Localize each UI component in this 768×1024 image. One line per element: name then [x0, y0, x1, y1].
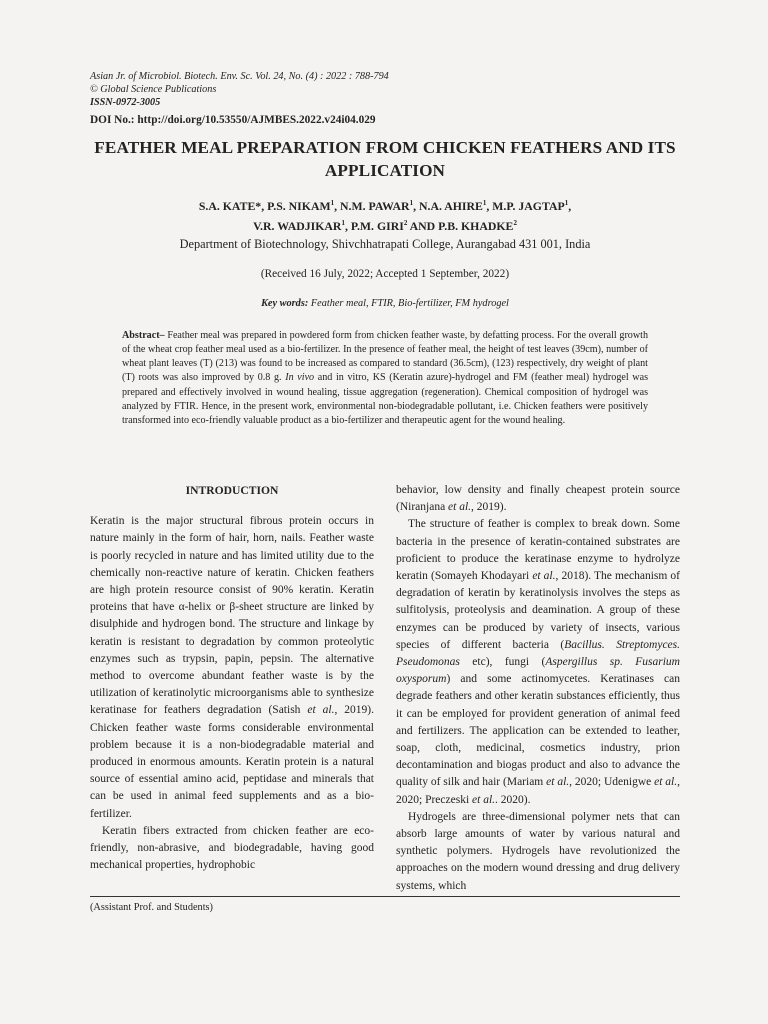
author-name: ,	[568, 198, 572, 213]
italic-run: et al.	[546, 776, 570, 789]
right-paragraph-3: Hydrogels are three-dimensional polymer nets that can absorb large amounts of water by various natural and synthetic polymers. Hydrogels have revolutionized the approaches on the modern wound dressing and drug delivery systems, which	[396, 810, 680, 892]
italic-run: et al.	[532, 570, 556, 583]
footnote: (Assistant Prof. and Students)	[90, 902, 213, 913]
journal-header	[90, 70, 389, 109]
author-affiliation-mark: 1	[341, 218, 345, 227]
left-paragraph-1	[90, 513, 374, 823]
author-name: , N.A. AHIRE	[413, 198, 483, 213]
text-run: , 2020; Preczeski	[396, 776, 680, 806]
abstract-italic: In vivo	[285, 372, 315, 384]
abstract-text-2: and in vitro, KS (Keratin azure)-hydrogel and FM (feather meal) hydrogel was prepared and effectively involved in wound healing, tissue aggregation (regeneration). Chemical composition of hydrogel was analyzed by FTIR. Hence, in the present work, environmental non-biodegradable pollutant, i.e. Chicken feathers were positively transformed into eco-friendly valuable product as a bio-fertilizer and therapeutic agent for the wound healing.	[122, 372, 648, 426]
author-affiliation-mark: 2	[513, 218, 517, 227]
author-name: V.R. WADJIKAR	[253, 218, 342, 233]
keywords-text: Feather meal, FTIR, Bio-fertilizer, FM hydrogel	[308, 298, 509, 309]
italic-run: et al.	[654, 776, 678, 789]
text-run: , 2019). Chicken feather waste forms considerable environmental problem because it is a non-biodegradable material and produced in enormous amounts. Keratin protein is a natural source of essential amino acid, peptidase and minerals that can be used in animal feed supplements and as a bio-fertilizer.	[90, 704, 374, 820]
italic-run: Bacillus. Streptomyces. Pseudomonas	[396, 638, 681, 669]
author-affiliation-mark: 1	[330, 199, 335, 207]
author-affiliation-mark: 1	[409, 199, 414, 207]
abstract-text-1: Feather meal was prepared in powdered form from chicken feather waste, by defatting process. For the overall growth of the wheat crop feather meal used as a bio-fertilizer. In the presence of feather meal, the height of test leaves (39cm), number of wheat plant leaves (T) (213) was found to be increased as compared to standard (36.5cm), (123) respectively, dry weight of plant (T) roots was also improved by 0.8 g.	[122, 330, 648, 384]
author-name: P.S. NIKAM	[264, 198, 331, 213]
doi-link[interactable]: DOI No.: http://doi.org/10.53550/AJMBES.2022.v24i04.029	[90, 114, 376, 126]
author-name: , M.P. JAGTAP	[486, 198, 565, 213]
author-line-1	[90, 195, 680, 215]
left-column	[90, 482, 374, 874]
text-run: ) and some actinomycetes. Keratinases can degrade feathers and other keratin substances efficiently, thus it can be employed for provident generation of animal feed and fertilizers. The application can be extended to leather, soap, cloth, medicinal, cosmetics industry, prion decontamination and biogas product and also to advance the quality of silk and hair (Mariam	[396, 673, 680, 789]
received-dates: (Received 16 July, 2022; Accepted 1 September, 2022)	[260, 268, 510, 280]
text-run: , 2019).	[471, 501, 507, 514]
author-list	[90, 195, 680, 235]
paper-title: FEATHER MEAL PREPARATION FROM CHICKEN FEATHERS AND ITS APPLICATION	[94, 138, 676, 180]
author-name: AND P.B. KHADKE	[407, 218, 514, 233]
italic-run: et al.	[448, 501, 472, 514]
right-paragraph-2	[396, 516, 680, 808]
copyright-line: © Global Science Publications	[90, 84, 217, 95]
author-name: S.A. KATE*,	[198, 198, 265, 213]
text-run: Keratin is the major structural fibrous protein occurs in nature mainly in the form of hair, horn, nails. Feather waste is poorly recycled in nature and has limited utility due to the chemically non-reactive nature of keratin. Chicken feathers are high protein resource consist of 90% keratin. Keratin proteins that have α-helix or β-sheet structure are linked by disulphide and hydrogen bond. The structure and linkage by keratin is resistant to degradation by common proteolytic enzymes such as trypsin, papin, pepsin. The alternative method to overcome abundant feather waste is by the utilization of keratinolytic microorganisms able to synthesize keratinase for feathers degradation (Satish	[90, 515, 374, 717]
italic-run: Aspergillus sp. Fusarium oxysporum	[396, 656, 680, 686]
italic-run: et al.	[307, 704, 335, 717]
abstract	[122, 329, 648, 428]
text-run: , 2020; Udenigwe	[569, 776, 655, 789]
keywords-label: Key words:	[261, 298, 309, 309]
abstract-label: Abstract–	[122, 330, 165, 341]
text-run: , 2018). The mechanism of degradation of keratin by keratinolysis involves the steps as sulfitolysis, proteolysis and deamination. A group of these enzymes can be produced by variety of insects, various species of different bacteria (	[396, 570, 680, 651]
introduction-heading: INTRODUCTION	[185, 484, 279, 497]
journal-citation: Asian Jr. of Microbiol. Biotech. Env. Sc. Vol. 24, No. (4) : 2022 : 788-794	[90, 71, 389, 82]
author-affiliation-mark: 1	[564, 199, 569, 207]
footnote-rule	[90, 896, 680, 897]
italic-run: et al.	[472, 793, 496, 806]
author-name: , P.M. GIRI	[344, 218, 404, 233]
text-run: etc), fungi (	[459, 656, 546, 669]
issn-line: ISSN-0972-3005	[90, 97, 161, 108]
right-column	[396, 482, 680, 895]
author-line-2	[90, 215, 680, 235]
left-paragraph-2: Keratin fibers extracted from chicken feather are eco-friendly, non-abrasive, and biodegradable, having good mechanical properties, hydrophobic	[90, 824, 374, 872]
author-affiliation-mark: 1	[482, 199, 487, 207]
author-name: , N.M. PAWAR	[334, 198, 410, 213]
author-affiliation-mark: 2	[403, 218, 408, 227]
text-run: The structure of feather is complex to break down. Some bacteria in the presence of keratin-contained substrates are proficient to produce the keratinase enzyme to hydrolyze keratin (Somayeh Khodayari	[396, 518, 680, 583]
affiliation: Department of Biotechnology, Shivchhatrapati College, Aurangabad 431 001, India	[179, 237, 591, 251]
text-run: . 2020).	[495, 793, 531, 806]
keywords-line	[90, 298, 680, 309]
text-run: behavior, low density and finally cheapest protein source (Niranjana	[396, 484, 680, 514]
right-paragraph-1	[396, 482, 680, 516]
